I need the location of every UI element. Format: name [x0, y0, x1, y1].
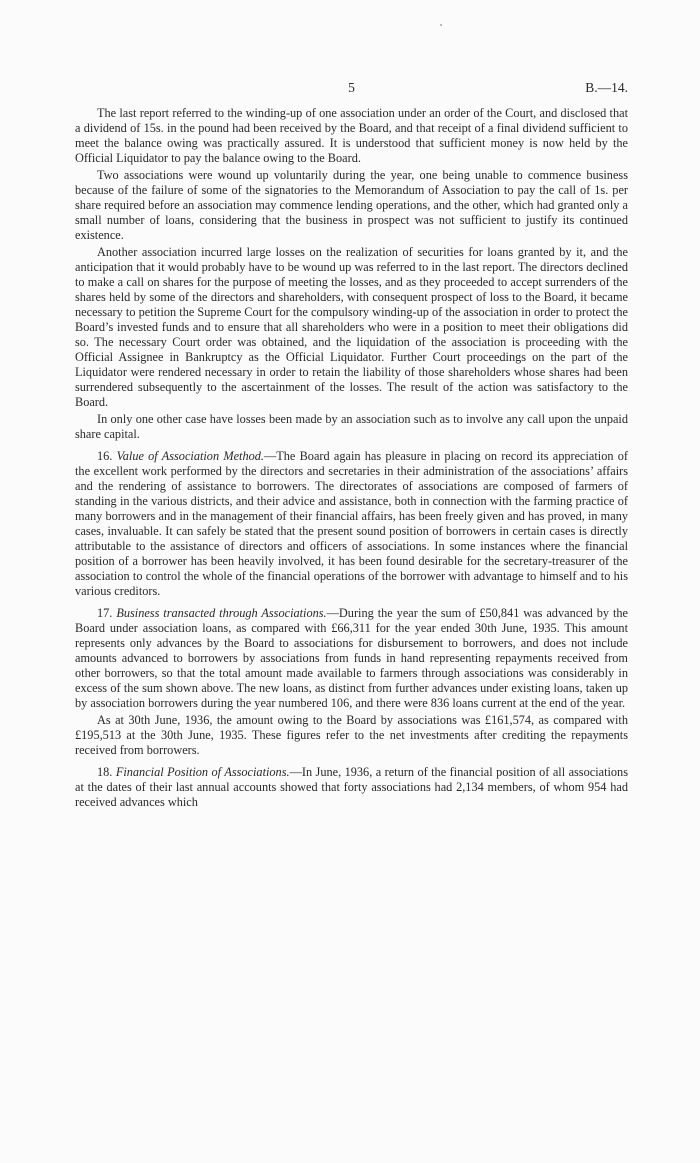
section-17 — [75, 606, 628, 711]
section-18 — [75, 765, 628, 810]
section-17-title: Business transacted through Associations. — [116, 606, 327, 620]
paragraph-other-losses: In only one other case have losses been made by an association such as to involve any call upon the unpaid share capital. — [75, 412, 628, 441]
paragraph-amount-owing: As at 30th June, 1936, the amount owing to the Board by associations was £161,574, as compared with £195,513 at the 30th June, 1935. These figures refer to the net investments after crediting the repayments received from borrowers. — [75, 713, 628, 757]
document-reference: B.—14. — [585, 80, 628, 95]
paragraph-winding-up-order: The last report referred to the winding-up of one association under an order of the Court, and disclosed that a dividend of 15s. in the pound had been received by the Board, and that receipt of a final dividend sufficient to meet the balance owing was practically assured. It is understood that sufficient money is now held by the Official Liquidator to pay the balance owing to the Board. — [75, 106, 628, 165]
section-18-text: —In June, 1936, a return of the financial position of all associations at the dates of their last annual accounts showed that forty associations had 2,134 members, of whom 954 had received advances which — [75, 765, 628, 809]
section-16 — [75, 449, 628, 599]
scan-mark — [440, 24, 442, 26]
section-17-text: —During the year the sum of £50,841 was advanced by the Board under association loans, as compared with £66,311 for the year ended 30th June, 1935. This amount represents only advances by the Board to associations for disbursement to borrowers, and does not include amounts advanced to borrowers by associations from funds in hand representing repayments received from other borrowers, so that the total amount made available to farmers through associations was considerably in excess of the sum shown above. The new loans, as distinct from further advances under existing loans, taken up by association borrowers during the year numbered 106, and there were 836 loans current at the end of the year. — [75, 606, 628, 710]
body-text — [75, 106, 628, 812]
section-18-title: Financial Position of Associations. — [115, 765, 290, 779]
section-17-number: 17. — [97, 606, 113, 620]
page-number: 5 — [348, 80, 355, 95]
section-16-title: Value of Association Method. — [116, 449, 264, 463]
page-header — [75, 80, 628, 100]
section-18-number: 18. — [97, 765, 113, 779]
paragraph-voluntary-winding-up: Two associations were wound up voluntarily during the year, one being unable to commence business because of the failure of some of the signatories to the Memorandum of Association to pay the call of 1s. per share required before an association may commence lending operations, and the other, which had granted only a small number of loans, considering that the business in prospect was not sufficient to justify its continued existence. — [75, 168, 628, 242]
section-16-text: —The Board again has pleasure in placing on record its appreciation of the excellent work performed by the directors and secretaries in their administration of the associations’ affairs and the rendering of assistance to borrowers. The directorates of associations are composed of farmers of standing in the various districts, and their advice and assistance, both in connection with the farming practice of many borrowers and in the management of their financial affairs, has been freely given and has proved, in many cases, invaluable. It can safely be stated that the present sound position of borrowers in certain cases is directly attributable to the assistance of directors and officers of associations. In some instances where the financial position of a borrower has been heavily involved, it has been found desirable for the secretary-treasurer of the association to control the whole of the financial operations of the borrower with advantage to himself and to his various creditors. — [75, 449, 628, 598]
section-16-number: 16. — [97, 449, 113, 463]
paragraph-compulsory-winding-up: Another association incurred large losses on the realization of securities for loans granted by it, and the anticipation that it would probably have to be wound up was referred to in the last report. The directors declined to make a call on shares for the purpose of meeting the losses, and as they proceeded to accept surrenders of the shares held by some of the directors and shareholders, with consequent prospect of loss to the Board, it became necessary to petition the Supreme Court for the compulsory winding-up of the association in order to protect the Board’s invested funds and to ensure that all shareholders who were in a position to meet their obligations did so. The necessary Court order was obtained, and the liquidation of the association is proceeding with the Official Assignee in Bankruptcy as the Official Liquidator. Further Court proceedings on the part of the Liquidator were rendered necessary in order to retain the liability of those shareholders whose shares had been surrendered subsequently to the ascertainment of the losses. The result of the action was satisfactory to the Board. — [75, 245, 628, 409]
